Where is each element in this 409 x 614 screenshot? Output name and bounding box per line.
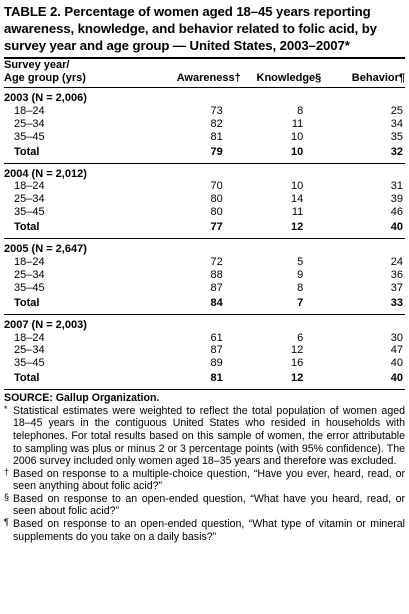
footnote-text: Statistical estimates were weighted to reflect the total population of women aged 18–45 years in the contiguous United States who resided in households with telephones. For total results based on this sample of women, the error attributable to sampling was plus or minus 2 or 3 percentage points (with 95% confidence). The 2006 survey included only women aged 18–35 years and therefore was excluded. [13, 404, 405, 468]
footnote-mark: † [4, 466, 10, 477]
footnote-text: Based on response to an open-ended question, “What type of vitamin or mineral supplements do you take on a daily basis?” [13, 518, 405, 543]
total-row: Total 79 10 32 [4, 144, 405, 163]
header-behavior: Behavior¶ [351, 72, 405, 84]
table-notes [4, 392, 405, 543]
source-note: SOURCE: Gallup Organization. [4, 392, 160, 405]
footnote [4, 405, 405, 468]
footnote-text: Based on response to a multiple-choice question, “Have you ever, heard, read, or seen anything about folic acid?” [13, 467, 405, 493]
table-row: 35–45 81 10 35 [14, 130, 403, 143]
table-header [4, 59, 405, 88]
table-row: 18–24 70 10 31 [14, 180, 403, 193]
footnote [4, 518, 405, 543]
group-header: 2005 (N = 2,647) [4, 243, 87, 256]
header-label-line1: Survey year/ [4, 59, 70, 71]
total-row: Total 81 12 40 [4, 370, 405, 389]
data-table [4, 59, 405, 390]
table-row: 18–24 61 6 30 [14, 331, 403, 344]
table-row: 25–34 82 11 34 [14, 117, 403, 130]
footnote-mark: * [4, 403, 8, 414]
footnote [4, 493, 405, 518]
table-row: 18–24 73 8 25 [14, 104, 403, 117]
footnote-mark: § [4, 491, 10, 502]
footnote-mark: ¶ [4, 517, 9, 528]
table-row: 35–45 80 11 46 [14, 206, 403, 219]
group-header: 2003 (N = 2,006) [4, 92, 87, 104]
table-title: TABLE 2. Percentage of women aged 18–45 years reporting awareness, knowledge, and behavior related to folic acid, by survey year and age group — United States, 2003–2007* [4, 4, 377, 53]
header-knowledge: Knowledge§ [256, 72, 322, 84]
table-row: 35–45 87 8 37 [14, 281, 403, 294]
table-row: 25–34 80 14 39 [14, 193, 403, 206]
header-awareness: Awareness† [176, 72, 241, 84]
table-row: 25–34 87 12 47 [14, 344, 403, 357]
table-row: 25–34 88 9 36 [14, 268, 403, 281]
total-row: Total 77 12 40 [4, 219, 405, 238]
table-row: 35–45 89 16 40 [14, 357, 403, 370]
group-header: 2007 (N = 2,003) [4, 318, 87, 331]
total-row: Total 84 7 33 [4, 295, 405, 314]
group-header: 2004 (N = 2,012) [4, 167, 87, 180]
footnote [4, 468, 405, 493]
footnote-text: Based on response to an open-ended question, “What have you heard, read, or seen about folic acid?” [13, 492, 405, 518]
table-body [4, 88, 405, 390]
table-row: 18–24 72 5 24 [14, 255, 403, 268]
header-label-line2: Age group (yrs) [4, 72, 86, 84]
